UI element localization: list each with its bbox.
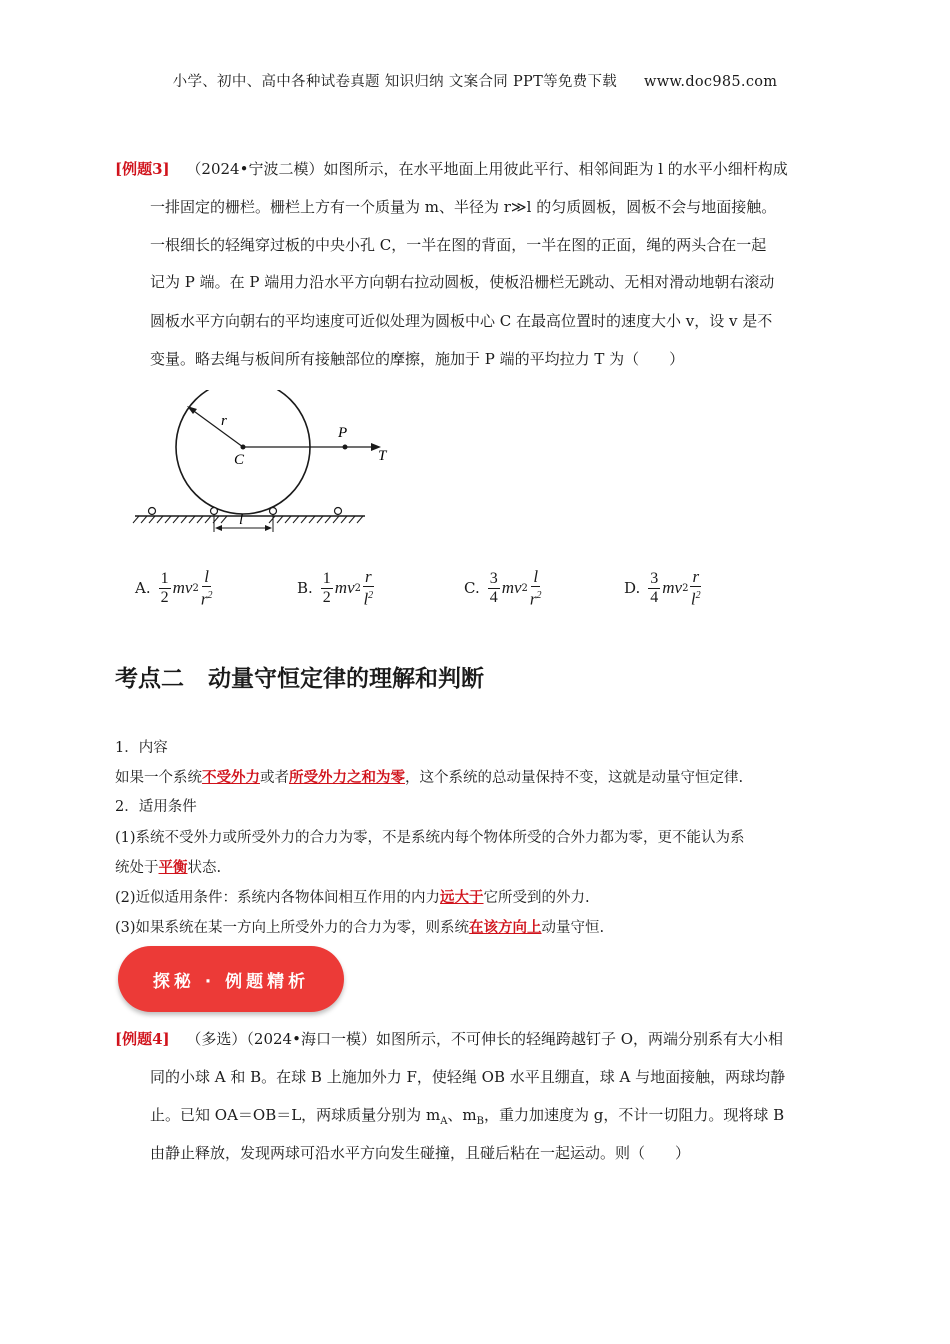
point-2-heading: 2．适用条件 bbox=[115, 799, 197, 815]
option-d[interactable]: D. $\frac{3}{4}$ mv 2 $\frac{r}{l^2}$ bbox=[624, 567, 701, 609]
q3-line-6: 变量。略去绳与板间所有接触部位的摩擦，施加于 P 端的平均拉力 T 为（ ） bbox=[150, 350, 685, 368]
option-d-coef: $\frac{3}{4}$ bbox=[650, 569, 659, 606]
option-a[interactable]: A. $\frac{1}{2}$ mv 2 $\frac{l}{r^2}$ bbox=[135, 567, 213, 609]
section-number: 考点二 bbox=[115, 666, 184, 692]
highlight-net-force-zero: 所受外力之和为零 bbox=[289, 769, 405, 786]
center-dot bbox=[241, 445, 246, 450]
point-2-cond-2: (2)近似适用条件：系统内各物体间相互作用的内力远大于它所受到的外力. bbox=[115, 889, 590, 906]
option-a-mv: mv bbox=[172, 578, 193, 598]
option-a-label: A. bbox=[135, 579, 151, 598]
option-c-coef: $\frac{3}{4}$ bbox=[489, 569, 498, 606]
q3-line-1 bbox=[115, 158, 788, 179]
label-p: P bbox=[338, 425, 348, 441]
rolling-disk-diagram bbox=[125, 390, 405, 540]
q3-tag: [例题3] bbox=[115, 160, 170, 178]
q3-line-2: 一排固定的栅栏。栅栏上方有一个质量为 m、半径为 r≫l 的匀质圆板，圆板不会与地面接触。 bbox=[150, 198, 777, 216]
label-r: r bbox=[221, 413, 227, 429]
radius-line bbox=[191, 409, 243, 447]
point-1-content: 如果一个系统不受外力或者所受外力之和为零，这个系统的总动量保持不变，这就是动量守恒定律. bbox=[115, 769, 744, 786]
q4-text-1: （多选）（2024•海口一模）如图所示，不可伸长的轻绳跨越钉子 O，两端分别系有大小相 bbox=[186, 1030, 784, 1048]
option-d-mv: mv bbox=[662, 578, 683, 598]
highlight-far-greater: 远大于 bbox=[440, 889, 484, 906]
option-a-ratio: $\frac{l}{r^2}$ bbox=[200, 567, 213, 609]
point-2-cond-1-cont: 统处于平衡状态. bbox=[115, 859, 222, 876]
page-header bbox=[0, 70, 950, 91]
example-banner: 探秘 · 例题精析 bbox=[118, 946, 344, 1012]
point-1-heading: 1．内容 bbox=[115, 740, 168, 756]
header-site: www.doc985.com bbox=[644, 74, 778, 90]
q3-line-5: 圆板水平方向朝右的平均速度可近似处理为圆板中心 C 在最高位置时的速度大小 v，设 v 是不 bbox=[150, 312, 773, 330]
q3-text-1: （2024•宁波二模）如图所示，在水平地面上用彼此平行、相邻间距为 l 的水平小细杆构成 bbox=[186, 160, 788, 178]
option-c-label: C. bbox=[464, 579, 480, 598]
option-c-ratio: $\frac{l}{r^2}$ bbox=[529, 567, 542, 609]
option-a-coef: $\frac{1}{2}$ bbox=[160, 569, 169, 606]
highlight-equilibrium: 平衡 bbox=[158, 859, 188, 876]
header-text: 小学、初中、高中各种试卷真题 知识归纳 文案合同 PPT等免费下载 bbox=[172, 74, 618, 90]
q4-line-3: 止。已知 OA＝OB＝L，两球质量分别为 $m_A$、$m_B$，重力加速度为 g，不计一切阻力。现将球 B bbox=[150, 1106, 785, 1127]
q3-line-4: 记为 P 端。在 P 端用力沿水平方向朝右拉动圆板，使板沿栅栏无跳动、无相对滑动地朝右滚动 bbox=[150, 273, 775, 291]
label-c: C bbox=[234, 452, 245, 468]
point-2-cond-3: (3)如果系统在某一方向上所受外力的合力为零，则系统在该方向上动量守恒. bbox=[115, 919, 605, 936]
section-title: 动量守恒定律的理解和判断 bbox=[208, 666, 484, 692]
section-heading bbox=[115, 660, 484, 693]
q4-tag: [例题4] bbox=[115, 1030, 170, 1048]
label-l: l bbox=[239, 512, 244, 528]
q4-line-2: 同的小球 A 和 B。在球 B 上施加外力 F，使轻绳 OB 水平且绷直，球 A 与地面接触，两球均静 bbox=[150, 1068, 786, 1086]
ground-hatch bbox=[133, 516, 363, 523]
q3-line-3: 一根细长的轻绳穿过板的中央小孔 C，一半在图的背面，一半在图的正面，绳的两头合在一起 bbox=[150, 236, 767, 254]
option-d-label: D. bbox=[624, 579, 641, 598]
label-t: T bbox=[378, 448, 387, 464]
highlight-that-direction: 在该方向上 bbox=[469, 919, 542, 936]
option-b-mv: mv bbox=[334, 578, 355, 598]
p-dot bbox=[343, 445, 348, 450]
option-b-coef: $\frac{1}{2}$ bbox=[322, 569, 331, 606]
q4-line-1 bbox=[115, 1028, 783, 1049]
highlight-no-external-force: 不受外力 bbox=[202, 769, 260, 786]
option-b[interactable]: B. $\frac{1}{2}$ mv 2 $\frac{r}{l^2}$ bbox=[297, 567, 374, 609]
option-b-label: B. bbox=[297, 579, 313, 598]
option-d-ratio: $\frac{r}{l^2}$ bbox=[690, 567, 701, 609]
option-b-ratio: $\frac{r}{l^2}$ bbox=[363, 567, 374, 609]
point-2-cond-1: (1)系统不受外力或所受外力的合力为零，不是系统内每个物体所受的合外力都为零，更不能认为系 bbox=[115, 830, 745, 846]
option-c-mv: mv bbox=[501, 578, 522, 598]
option-c[interactable]: C. $\frac{3}{4}$ mv 2 $\frac{l}{r^2}$ bbox=[464, 567, 542, 609]
q4-line-4: 由静止释放，发现两球可沿水平方向发生碰撞，且碰后粘在一起运动。则（ ） bbox=[150, 1144, 691, 1162]
